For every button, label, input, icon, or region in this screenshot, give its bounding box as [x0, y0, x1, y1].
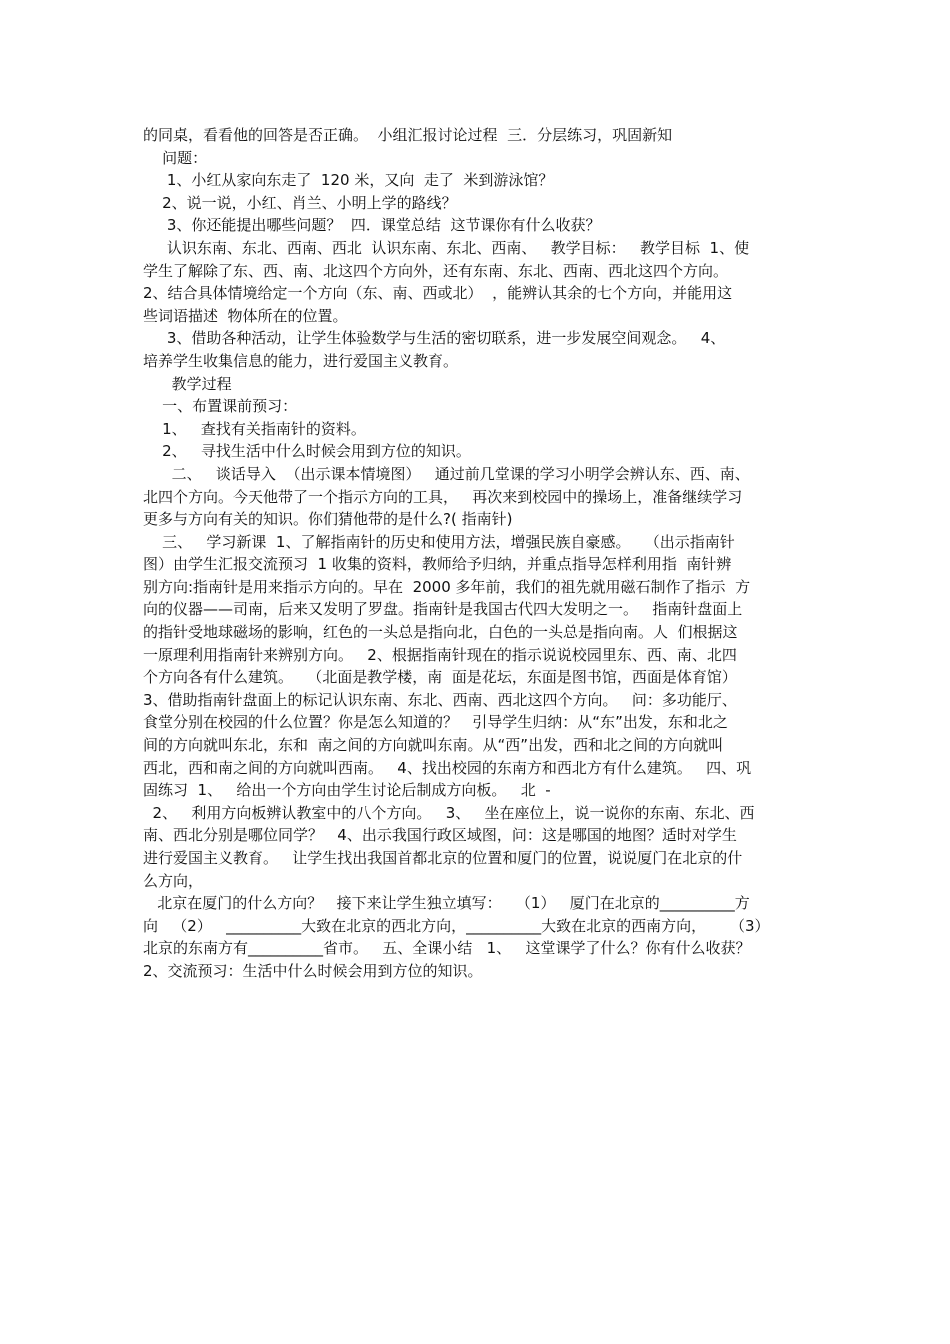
text-line: 些词语描述 物体所在的位置。 — [143, 306, 348, 325]
text-line: 图）由学生汇报交流预习 1 收集的资料，教师给予归纳，并重点指导怎样利用指 南针辨 — [143, 555, 732, 574]
text-line: 北四个方向。今天他带了一个指示方向的工具， 再次来到校园中的操场上，准备继续学习 — [143, 487, 743, 506]
text-line: 3、借助各种活动，让学生体验数学与生活的密切联系，进一步发展空间观念。 4、 — [143, 329, 726, 348]
text-line: 三、 学习新课 1、了解指南针的历史和使用方法，增强民族自豪感。 （出示指南针 — [143, 532, 735, 551]
text-line: 进行爱国主义教育。 让学生找出我国首都北京的位置和厦门的位置，说说厦门在北京的什 — [143, 849, 743, 867]
text-line: 1、 查找有关指南针的资料。 — [143, 419, 366, 438]
text-line: 更多与方向有关的知识。你们猜他带的是什么?( 指南针) — [143, 510, 513, 529]
text-line: 南、西北分别是哪位同学？ 4、出示我国行政区域图，问：这是哪国的地图？适时对学生 — [143, 826, 737, 845]
text-line: 二、 谈话导入 （出示课本情境图） 通过前几堂课的学习小明学会辨认东、西、南、 — [143, 464, 750, 483]
text-line: 1、小红从家向东走了 120 米，又向 走了 米到游泳馆？ — [143, 171, 554, 190]
text-line: 2、 寻找生活中什么时候会用到方位的知识。 — [143, 442, 471, 461]
text-line: 培养学生收集信息的能力，进行爱国主义教育。 — [143, 351, 459, 370]
text-line: 的指针受地球磁场的影响，红色的一头总是指向北，白色的一头总是指向南。人 们根据这 — [143, 623, 738, 642]
text-line: 3、借助指南针盘面上的标记认识东南、东北、西南、西北这四个方向。 问：多功能厅、 — [143, 690, 737, 709]
text-line: 2、交流预习：生活中什么时候会用到方位的知识。 — [143, 961, 483, 980]
text-line: 向的仪器——司南，后来又发明了罗盘。指南针是我国古代四大发明之一。 指南针盘面上 — [143, 600, 743, 619]
text-line: 食堂分别在校园的什么位置？你是怎么知道的？ 引导学生归纳：从“东”出发，东和北之 — [143, 713, 728, 732]
text-line: 一原理利用指南针来辨别方向。 2、根据指南针现在的指示说说校园里东、西、南、北四 — [143, 645, 737, 664]
text-line: 间的方向就叫东北，东和 南之间的方向就叫东南。从“西”出发，西和北之间的方向就叫 — [143, 736, 724, 755]
document-page — [143, 124, 808, 983]
text-line: 问题： — [143, 148, 208, 167]
text-line: 2、结合具体情境给定一个方向（东、南、西或北） ，能辨认其余的七个方向，并能用这 — [143, 284, 733, 303]
text-line: 一、布置课前预习： — [143, 397, 298, 416]
text-line: 个方向各有什么建筑。 （北面是教学楼，南 面是花坛，东面是图书馆，西面是体育馆） — [143, 668, 737, 687]
text-line: 北京的东南方有__________省市。 五、全课小结 1、 这堂课学了什么？你有什么收获？ — [143, 939, 751, 958]
text-line: 向 （2） __________大致在北京的西北方向，__________大致在北京的西南方向， （3） — [143, 916, 770, 935]
section-heading: 教学过程 — [143, 374, 232, 393]
text-line: 么方向， — [143, 871, 204, 890]
text-line: 固练习 1、 给出一个方向由学生讨论后制成方向板。 北 - — [143, 781, 551, 800]
text-line: 北京在厦门的什么方向？ 接下来让学生独立填写： （1） 厦门在北京的__________方 — [143, 894, 750, 913]
text-line: 2、说一说，小红、肖兰、小明上学的路线？ — [143, 193, 457, 212]
text-line: 的同桌，看看他的回答是否正确。 小组汇报讨论过程 三．分层练习，巩固新知 — [143, 126, 673, 144]
text-line: 3、你还能提出哪些问题？ 四．课堂总结 这节课你有什么收获？ — [143, 216, 601, 235]
text-line: 2、 利用方向板辨认教室中的八个方向。 3、 坐在座位上，说一说你的东南、东北、西 — [143, 803, 755, 822]
text-line: 学生了解除了东、西、南、北这四个方向外，还有东南、东北、西南、西北这四个方向。 — [143, 261, 729, 280]
text-line: 认识东南、东北、西南、西北 认识东南、东北、西南、 教学目标： 教学目标 1、使 — [143, 238, 750, 257]
text-line: 别方向:指南针是用来指示方向的。早在 2000 多年前，我们的祖先就用磁石制作了指示 方 — [143, 577, 751, 596]
text-line: 西北，西和南之间的方向就叫西南。 4、找出校园的东南方和西北方有什么建筑。 四、巩 — [143, 758, 752, 777]
